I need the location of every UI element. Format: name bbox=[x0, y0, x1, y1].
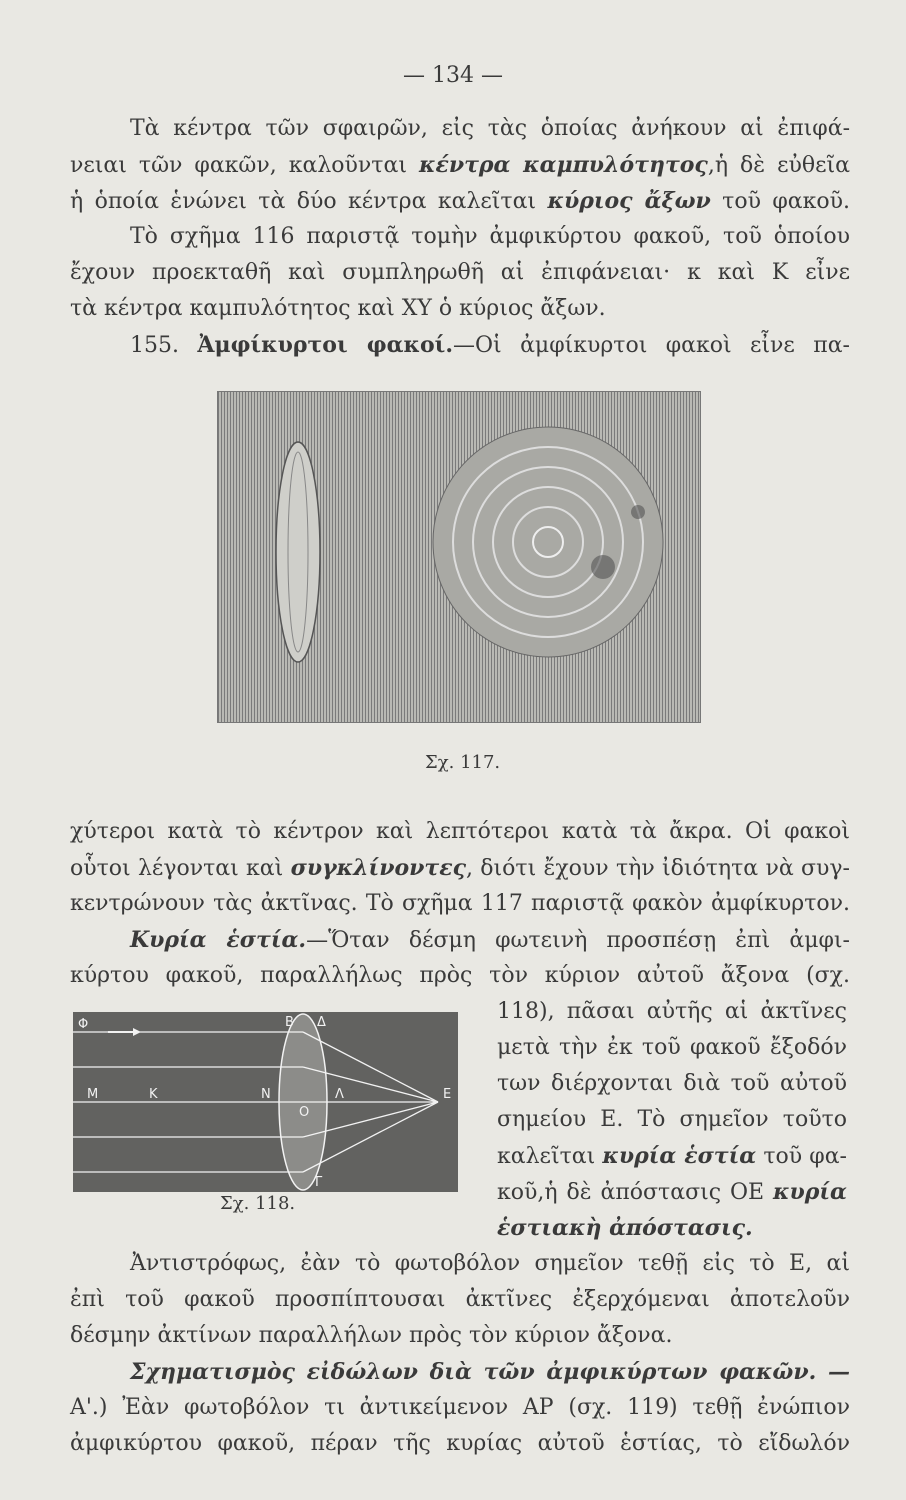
col-line-3: των διέρχονται διὰ τοῦ αὐτοῦ bbox=[497, 1071, 847, 1096]
term-kyria: κυρία bbox=[773, 1179, 847, 1205]
text-line-4: Τὸ σχῆμα 116 παριστᾷ τομὴν ἀμφικύρτου φακοῦ, τοῦ ὁποίου bbox=[130, 224, 850, 249]
label-lambda: Λ bbox=[335, 1087, 344, 1102]
term-synklinontes: συγκλίνοντες bbox=[290, 855, 466, 881]
text-line-7: χύτεροι κατὰ τὸ κέντρον καὶ λεπτότεροι κατὰ τὰ ἄκρα. Οἱ φακοὶ bbox=[70, 819, 850, 844]
label-delta: Δ bbox=[317, 1015, 326, 1030]
col-line-5: καλεῖται κυρία ἑστία τοῦ φα- bbox=[497, 1143, 847, 1169]
label-nu: Ν bbox=[261, 1087, 271, 1102]
figure-117-caption: Σχ. 117. bbox=[425, 752, 501, 773]
term-kentra-kampylotitos: κέντρα καμπυλότητος bbox=[418, 152, 708, 178]
col-line-2: μετὰ τὴν ἐκ τοῦ φακοῦ ἔξοδόν bbox=[497, 1035, 847, 1060]
text-line-3: ἡ ὁποία ἑνώνει τὰ δύο κέντρα καλεῖται κύριος ἄξων τοῦ φακοῦ. bbox=[70, 188, 850, 214]
text-line-9: κεντρώνουν τὰς ἀκτῖνας. Τὸ σχῆμα 117 παριστᾷ φακὸν ἀμφίκυρτον. bbox=[70, 891, 850, 916]
col-line-6: κοῦ,ἡ δὲ ἀπόστασις ΟΕ κυρία bbox=[497, 1179, 847, 1205]
label-beta: Β bbox=[285, 1015, 294, 1030]
text-line-12: Ἀντιστρόφως, ἐὰν τὸ φωτοβόλον σημεῖον τεθῇ εἰς τὸ Ε, αἱ bbox=[130, 1251, 850, 1276]
text-line-11: κύρτου φακοῦ, παραλλήλως πρὸς τὸν κύριον αὐτοῦ ἄξονα (σχ. bbox=[70, 963, 850, 988]
label-phi: Φ bbox=[78, 1017, 89, 1032]
text-line-13: ἐπὶ τοῦ φακοῦ προσπίπτουσαι ἀκτῖνες ἐξερχόμεναι ἀποτελοῦν bbox=[70, 1287, 850, 1312]
label-mu: Μ bbox=[87, 1087, 99, 1102]
label-omicron: Ο bbox=[299, 1105, 310, 1120]
text-line-1: Τὰ κέντρα τῶν σφαιρῶν, εἰς τὰς ὁποίας ἀνήκουν αἱ ἐπιφά- bbox=[130, 116, 850, 141]
section-title-amphikyrtoi: Ἀμφίκυρτοι φακοί. bbox=[197, 332, 453, 358]
figure-118-caption: Σχ. 118. bbox=[220, 1193, 296, 1214]
col-line-7 bbox=[497, 1213, 847, 1244]
section-heading-images: Σχηματισμὸς εἰδώλων διὰ τῶν ἀμφικύρτων φακῶν. — bbox=[130, 1359, 850, 1385]
text-line-10: Κυρία ἑστία.—Ὅταν δέσμη φωτεινὴ προσπέσῃ ἐπὶ ἀμφι- bbox=[130, 927, 850, 953]
figure-117-lens-photo bbox=[217, 391, 701, 723]
term-kyria-estia-heading: Κυρία ἑστία. bbox=[130, 927, 307, 953]
term-kyria-estia: κυρία ἑστία bbox=[602, 1143, 757, 1169]
text-line-5: ἔχουν προεκταθῆ καὶ συμπληρωθῆ αἱ ἐπιφάνειαι· κ καὶ Κ εἶνε bbox=[70, 260, 850, 285]
col-line-1: 118), πᾶσαι αὐτῆς αἱ ἀκτῖνες bbox=[497, 999, 847, 1024]
text-line-2: νειαι τῶν φακῶν, καλοῦνται κέντρα καμπυλότητος,ἡ δὲ εὐθεῖα bbox=[70, 152, 850, 178]
label-kappa: Κ bbox=[149, 1087, 158, 1102]
label-epsilon: Ε bbox=[443, 1087, 452, 1102]
term-estiaki-apostasis: ἑστιακὴ ἀπόστασις. bbox=[497, 1215, 753, 1241]
section-155-heading: 155. Ἀμφίκυρτοι φακοί.—Οἱ ἀμφίκυρτοι φακοὶ εἶνε πα- bbox=[130, 332, 850, 358]
text-line-6: τὰ κέντρα καμπυλότητος καὶ ΧΥ ὁ κύριος ἄξων. bbox=[70, 296, 606, 321]
text-line-8: οὗτοι λέγονται καὶ συγκλίνοντες, διότι ἔχουν τὴν ἰδιότητα νὰ συγ- bbox=[70, 855, 850, 881]
label-gamma: Γ bbox=[315, 1175, 323, 1190]
page-number: — 134 — bbox=[403, 63, 503, 88]
col-line-4: σημείου Ε. Τὸ σημεῖον τοῦτο bbox=[497, 1107, 847, 1132]
text-line-14: δέσμην ἀκτίνων παραλλήλων πρὸς τὸν κύριον ἄξονα. bbox=[70, 1323, 673, 1348]
figure-118-lens-diagram bbox=[73, 1012, 458, 1192]
term-kyrios-axon: κύριος ἄξων bbox=[547, 188, 711, 214]
text-line-15: Α'.) Ἐὰν φωτοβόλον τι ἀντικείμενον ΑΡ (σχ. 119) τεθῇ ἐνώπιον bbox=[70, 1395, 850, 1420]
text-line-16: ἀμφικύρτου φακοῦ, πέραν τῆς κυρίας αὐτοῦ ἑστίας, τὸ εἴδωλόν bbox=[70, 1431, 850, 1456]
